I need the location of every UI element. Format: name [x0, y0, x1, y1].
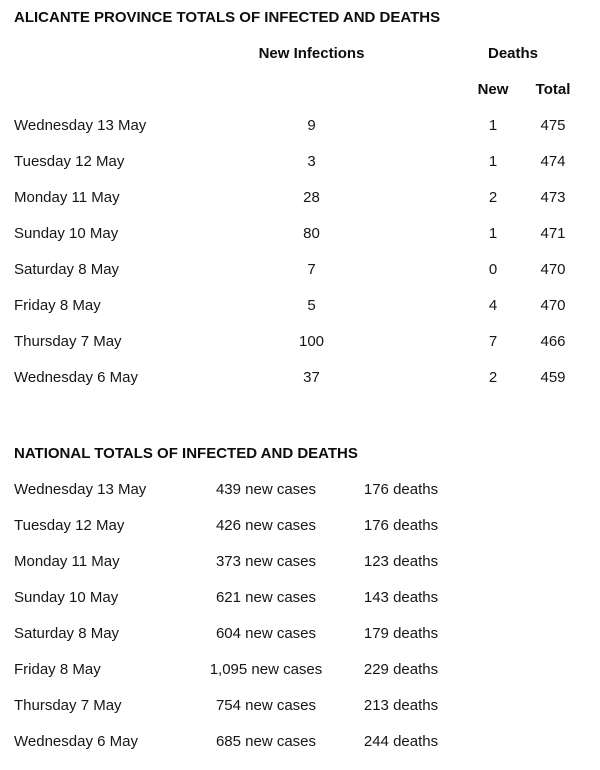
deaths-value: 229 deaths [363, 661, 439, 678]
day-label: Sunday 10 May [14, 225, 119, 242]
deaths-value: 179 deaths [363, 625, 439, 642]
province-section-title: ALICANTE PROVINCE TOTALS OF INFECTED AND DEATHS [14, 9, 441, 26]
total-deaths-value: 474 [540, 153, 566, 170]
table-row [0, 360, 600, 396]
province-header-row-1 [0, 36, 600, 72]
new-infections-value: 37 [303, 369, 320, 386]
new-infections-value: 9 [307, 117, 316, 134]
deaths-value: 213 deaths [363, 697, 439, 714]
deaths-new-column-header: New [477, 81, 509, 98]
day-label: Saturday 8 May [14, 261, 120, 278]
new-infections-value: 80 [303, 225, 320, 242]
new-deaths-value: 1 [488, 117, 498, 134]
day-label: Wednesday 6 May [14, 733, 138, 750]
table-row [0, 652, 600, 688]
table-row [0, 180, 600, 216]
total-deaths-value: 475 [540, 117, 566, 134]
table-row [0, 724, 600, 760]
total-deaths-value: 473 [540, 189, 566, 206]
day-label: Wednesday 13 May [14, 481, 147, 498]
table-row [0, 544, 600, 580]
total-deaths-value: 459 [540, 369, 566, 386]
deaths-value: 176 deaths [363, 517, 439, 534]
new-cases-value: 754 new cases [215, 697, 317, 714]
day-label: Friday 8 May [14, 661, 101, 678]
deaths-value: 176 deaths [363, 481, 439, 498]
new-cases-value: 604 new cases [215, 625, 317, 642]
day-label: Saturday 8 May [14, 625, 120, 642]
new-deaths-value: 2 [488, 369, 498, 386]
day-label: Sunday 10 May [14, 589, 119, 606]
province-table-header [0, 36, 600, 108]
new-deaths-value: 4 [488, 297, 498, 314]
new-infections-value: 28 [303, 189, 320, 206]
province-header-row-2 [0, 72, 600, 108]
table-row [0, 216, 600, 252]
new-cases-value: 373 new cases [215, 553, 317, 570]
new-deaths-value: 0 [488, 261, 498, 278]
day-label: Tuesday 12 May [14, 153, 125, 170]
total-deaths-value: 470 [540, 297, 566, 314]
deaths-column-group-header: Deaths [487, 45, 539, 62]
new-cases-value: 621 new cases [215, 589, 317, 606]
total-deaths-value: 470 [540, 261, 566, 278]
table-row [0, 580, 600, 616]
total-deaths-value: 471 [540, 225, 566, 242]
new-cases-value: 1,095 new cases [209, 661, 323, 678]
table-row [0, 324, 600, 360]
new-deaths-value: 7 [488, 333, 498, 350]
deaths-value: 143 deaths [363, 589, 439, 606]
deaths-value: 123 deaths [363, 553, 439, 570]
new-infections-value: 100 [298, 333, 325, 350]
national-section-title: NATIONAL TOTALS OF INFECTED AND DEATHS [14, 445, 358, 462]
day-label: Thursday 7 May [14, 697, 122, 714]
deaths-total-column-header: Total [535, 81, 571, 98]
new-infections-column-header: New Infections [258, 45, 365, 62]
new-infections-value: 3 [307, 153, 316, 170]
new-cases-value: 426 new cases [215, 517, 317, 534]
new-cases-value: 439 new cases [215, 481, 317, 498]
total-deaths-value: 466 [540, 333, 566, 350]
section-gap [0, 396, 600, 436]
day-label: Tuesday 12 May [14, 517, 125, 534]
day-label: Wednesday 6 May [14, 369, 138, 386]
table-row [0, 252, 600, 288]
deaths-value: 244 deaths [363, 733, 439, 750]
new-cases-value: 685 new cases [215, 733, 317, 750]
day-label: Thursday 7 May [14, 333, 122, 350]
day-label: Wednesday 13 May [14, 117, 147, 134]
province-table [0, 36, 600, 396]
new-infections-value: 7 [307, 261, 316, 278]
day-label: Monday 11 May [14, 553, 120, 570]
new-infections-value: 5 [307, 297, 316, 314]
table-row [0, 688, 600, 724]
table-row [0, 144, 600, 180]
table-row [0, 508, 600, 544]
day-label: Friday 8 May [14, 297, 101, 314]
new-deaths-value: 2 [488, 189, 498, 206]
new-deaths-value: 1 [488, 225, 498, 242]
new-deaths-value: 1 [488, 153, 498, 170]
table-row [0, 108, 600, 144]
table-row [0, 288, 600, 324]
day-label: Monday 11 May [14, 189, 120, 206]
national-table [0, 472, 600, 760]
table-row [0, 616, 600, 652]
table-row [0, 472, 600, 508]
